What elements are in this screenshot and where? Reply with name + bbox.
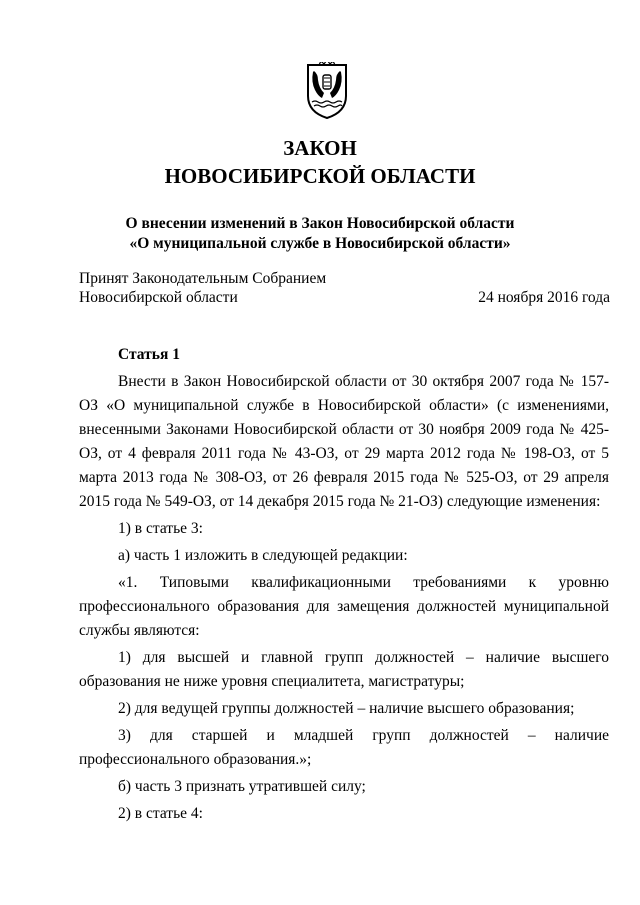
adopted-by-line2: Новосибирской области	[79, 289, 238, 306]
article-paragraph: Внести в Закон Новосибирской области от 30 октября 2007 года № 157-ОЗ «О муниципальной службе в Новосибирской области» (с изменениями, внесенными Законами Новосибирской области от 30 ноября 2009 года № 425-ОЗ, от 4 февраля 2011 года № 43-ОЗ, от 29 марта 2012 года № 198-ОЗ, от 5 марта 2013 года № 308-ОЗ, от 26 февраля 2015 года № 525-ОЗ, от 29 апреля 2015 года № 549-ОЗ, от 14 декабря 2015 года № 21-ОЗ) следующие изменения:	[79, 373, 609, 510]
coat-of-arms-icon	[300, 62, 354, 120]
article-paragraph: 1) для высшей и главной групп должностей – наличие высшего образования не ниже уровня специалитета, магистратуры;	[79, 649, 609, 690]
article-paragraph: 2) для ведущей группы должностей – наличие высшего образования;	[118, 700, 575, 717]
article-paragraph: 1) в статье 3:	[118, 520, 203, 537]
adoption-date: 24 ноября 2016 года	[478, 289, 610, 306]
law-title-line1: ЗАКОН	[283, 136, 357, 160]
article-paragraph: 3) для старшей и младшей групп должностей – наличие профессионального образования.»;	[79, 727, 609, 768]
law-subject-line2: «О муниципальной службе в Новосибирской области»	[129, 235, 511, 252]
article-paragraph: а) часть 1 изложить в следующей редакции:	[118, 547, 408, 564]
law-title-line2: НОВОСИБИРСКОЙ ОБЛАСТИ	[164, 164, 476, 188]
article-heading: Статья 1	[118, 346, 180, 363]
article-body	[79, 343, 609, 826]
article-paragraph: 2) в статье 4:	[118, 805, 203, 822]
article-paragraph: «1. Типовыми квалификационными требованиями к уровню профессионального образования для замещения должностей муниципальной службы являются:	[79, 574, 609, 639]
law-subject-line1: О внесении изменений в Закон Новосибирской области	[125, 215, 515, 232]
adopted-by-line1: Принят Законодательным Собранием	[79, 270, 327, 287]
article-paragraph: б) часть 3 признать утратившей силу;	[118, 778, 366, 795]
